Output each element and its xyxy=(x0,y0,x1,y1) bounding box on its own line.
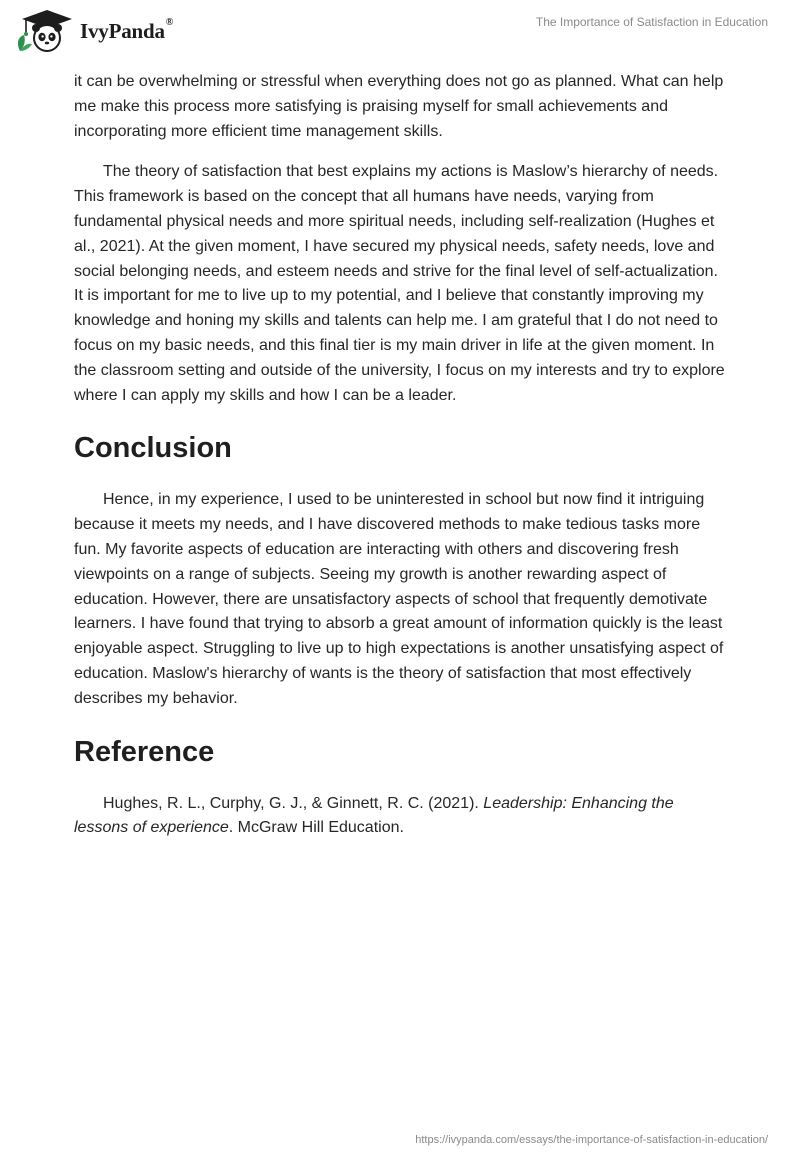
paragraph-conclusion: Hence, in my experience, I used to be uninterested in school but now find it intriguing because it meets my needs, and I have discovered methods to make tedious tasks more fun. My favorite aspects of education are interacting with others and discovering fresh viewpoints on a range of subjects. Seeing my growth is another rewarding aspect of education. However, there are unsatisfactory aspects of school that frequently demotivate learners. I have found that trying to absorb a great amount of information quickly is the least enjoyable aspect. Struggling to live up to high expectations is another unsatisfying aspect of education. Maslow's hierarchy of wants is the theory of satisfaction that most effectively describes my behavior. xyxy=(74,491,724,707)
reference-heading: Reference xyxy=(74,735,215,768)
conclusion-heading: Conclusion xyxy=(74,432,232,465)
brand-name[interactable] xyxy=(80,19,173,44)
paragraph-theory: The theory of satisfaction that best explains my actions is Maslow’s hierarchy of needs. This framework is based on the concept that all humans have needs, varying from fundamental physical needs and more spiritual needs, including self-realization (Hughes et al., 2021). At the given moment, I have secured my physical needs, safety needs, love and social belonging needs, and esteem needs and strive for the final level of self-actualization. It is important for me to live up to my potential, and I believe that constantly improving my knowledge and honing my skills and talents can help me. I am grateful that I do not need to focus on my basic needs, and this final tier is my main driver in life at the given moment. In the classroom setting and outside of the university, I focus on my interests and try to explore where I can apply my skills and how I can be a leader. xyxy=(74,163,725,404)
reference-entry xyxy=(74,792,726,842)
paragraph-intro: it can be overwhelming or stressful when everything does not go as planned. What can help me make this process more satisfying is praising myself for small achievements and incorporating more efficient time management skills. xyxy=(74,73,724,140)
page-header xyxy=(0,0,800,60)
footer-url[interactable]: https://ivypanda.com/essays/the-importance-of-satisfaction-in-education/ xyxy=(415,1134,768,1146)
document-title: The Importance of Satisfaction in Education xyxy=(535,15,768,29)
essay-content xyxy=(74,70,726,841)
reference-publisher: . McGraw Hill Education. xyxy=(228,819,404,837)
panda-graduation-cap-icon[interactable] xyxy=(14,7,80,53)
registered-mark: ® xyxy=(165,17,174,28)
brand-text: IvyPanda xyxy=(80,19,165,43)
reference-authors: Hughes, R. L., Curphy, G. J., & Ginnett, R. C. (2021). xyxy=(103,794,484,812)
reference-title: Leadership: Enhancing the lessons of experience xyxy=(74,794,674,837)
